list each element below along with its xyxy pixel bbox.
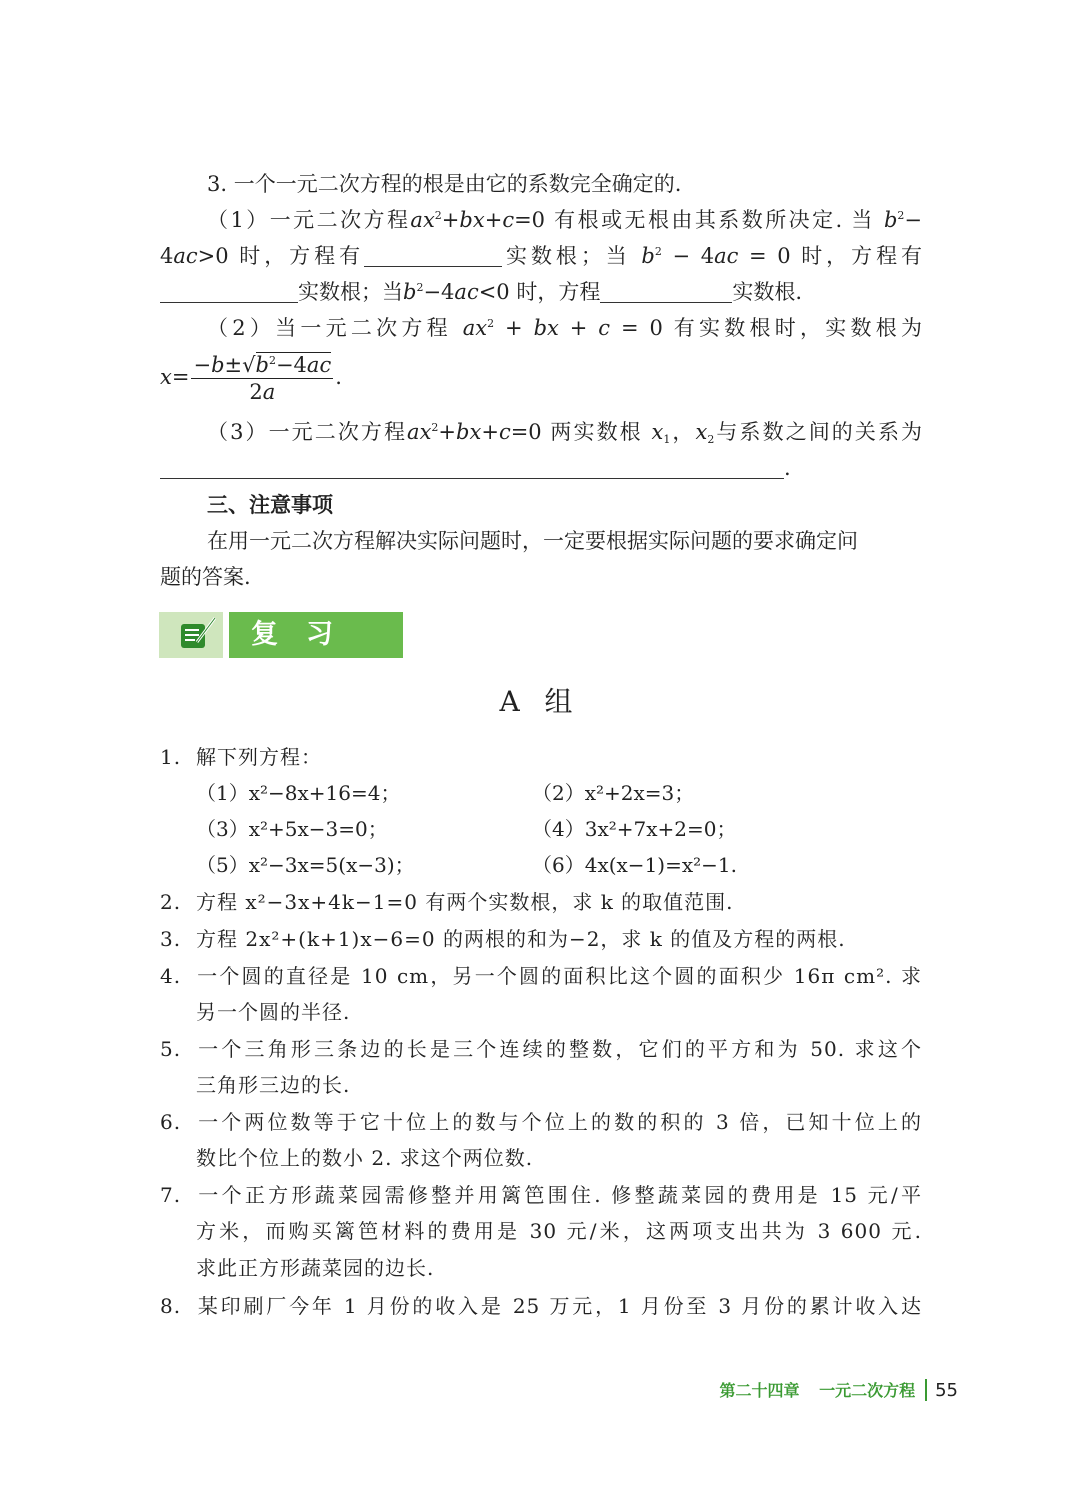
footer-chapter: 第二十四章 <box>719 1381 800 1400</box>
exercise-8: 8. 某印刷厂今年 1 月份的收入是 25 万元，1 月份至 3 月份的累计收入达 <box>160 1294 922 1318</box>
exercise-6: 6. 一个两位数等于它十位上的数与个位上的数的积的 3 倍，已知十位上的 <box>160 1110 922 1134</box>
summary-p2-line1: （2）当一元二次方程 $ax^2$ + bx + c = 0 有实数根时，实数根为 <box>207 316 922 340</box>
exercise-3: 3. 方程 2x²+(k+1)x−6=0 的两根的和为−2，求 k 的值及方程的两根. <box>160 927 846 951</box>
notes-heading: 三、注意事项 <box>207 493 333 517</box>
exercise-1-part: （6）4x(x−1)=x²−1. <box>532 853 737 877</box>
summary-p1-line3: 实数根；当$b^2-4ac<0$ 时，方程 实数根. <box>160 274 922 310</box>
page-number: 55 <box>935 1380 958 1401</box>
review-title: 复习题 <box>229 612 403 658</box>
exercise-1-part: （1）x²−8x+16=4； <box>196 781 401 805</box>
answer-blank[interactable] <box>600 280 732 303</box>
summary-p3-line1: （3）一元二次方程$ax^2+bx+c=0$ 两实数根 $x_1$，$x_2$与系数之间的关系为 <box>207 420 923 446</box>
notes-line2: 题的答案. <box>160 565 251 589</box>
exercise-1-part: （3）x²+5x−3=0； <box>196 817 388 841</box>
answer-blank[interactable] <box>160 280 298 303</box>
notes-line1: 在用一元二次方程解决实际问题时，一定要根据实际问题的要求确定问 <box>207 529 858 553</box>
page-footer <box>719 1378 958 1401</box>
exercise-7-cont: 方米，而购买篱笆材料的费用是 30 元/米，这两项支出共为 3 600 元. <box>196 1219 922 1243</box>
summary-item-3-title: 3. 一个一元二次方程的根是由它的系数完全确定的. <box>207 172 682 196</box>
summary-p1-line2: 4ac>0 时，方程有 实数根；当 $b^2 - 4ac = 0$ 时，方程有 <box>160 244 923 268</box>
exercise-6-cont: 数比个位上的数小 2. 求这个两位数. <box>196 1146 534 1170</box>
summary-p1-line1: （1）一元二次方程$ax^2+bx+c=0$ 有根或无根由其系数所决定. 当 $b^2-$ <box>207 208 922 232</box>
exercise-1-part: （5）x²−3x=5(x−3)； <box>196 853 415 877</box>
exercise-7-cont2: 求此正方形蔬菜园的边长. <box>196 1256 435 1280</box>
answer-blank[interactable] <box>160 456 784 479</box>
summary-p3-line2: . <box>160 450 922 486</box>
exercise-4: 4. 一个圆的直径是 10 cm，另一个圆的面积比这个圆的面积少 16π cm². 求 <box>160 964 922 988</box>
notebook-pen-icon <box>159 612 223 658</box>
footer-title: 一元二次方程 <box>819 1381 916 1400</box>
exercise-5: 5. 一个三角形三条边的长是三个连续的整数，它们的平方和为 50. 求这个 <box>160 1037 922 1061</box>
footer-divider <box>925 1379 927 1401</box>
exercise-1: 1. 解下列方程： <box>160 745 322 769</box>
quadratic-formula: x= $\frac{-b\pm√b^2-4ac}{2a}$ . <box>160 353 342 404</box>
group-a-title: A 组 <box>499 685 581 718</box>
exercise-5-cont: 三角形三边的长. <box>196 1073 351 1097</box>
exercise-1-part: （4）3x²+7x+2=0； <box>532 817 737 841</box>
exercise-4-cont: 另一个圆的半径. <box>196 1000 351 1024</box>
exercise-7: 7. 一个正方形蔬菜园需修整并用篱笆围住. 修整蔬菜园的费用是 15 元/平 <box>160 1183 922 1207</box>
exercise-1-part: （2）x²+2x=3； <box>532 781 695 805</box>
answer-blank[interactable] <box>364 244 502 267</box>
exercise-2: 2. 方程 x²−3x+4k−1=0 有两个实数根，求 k 的取值范围. <box>160 890 734 914</box>
